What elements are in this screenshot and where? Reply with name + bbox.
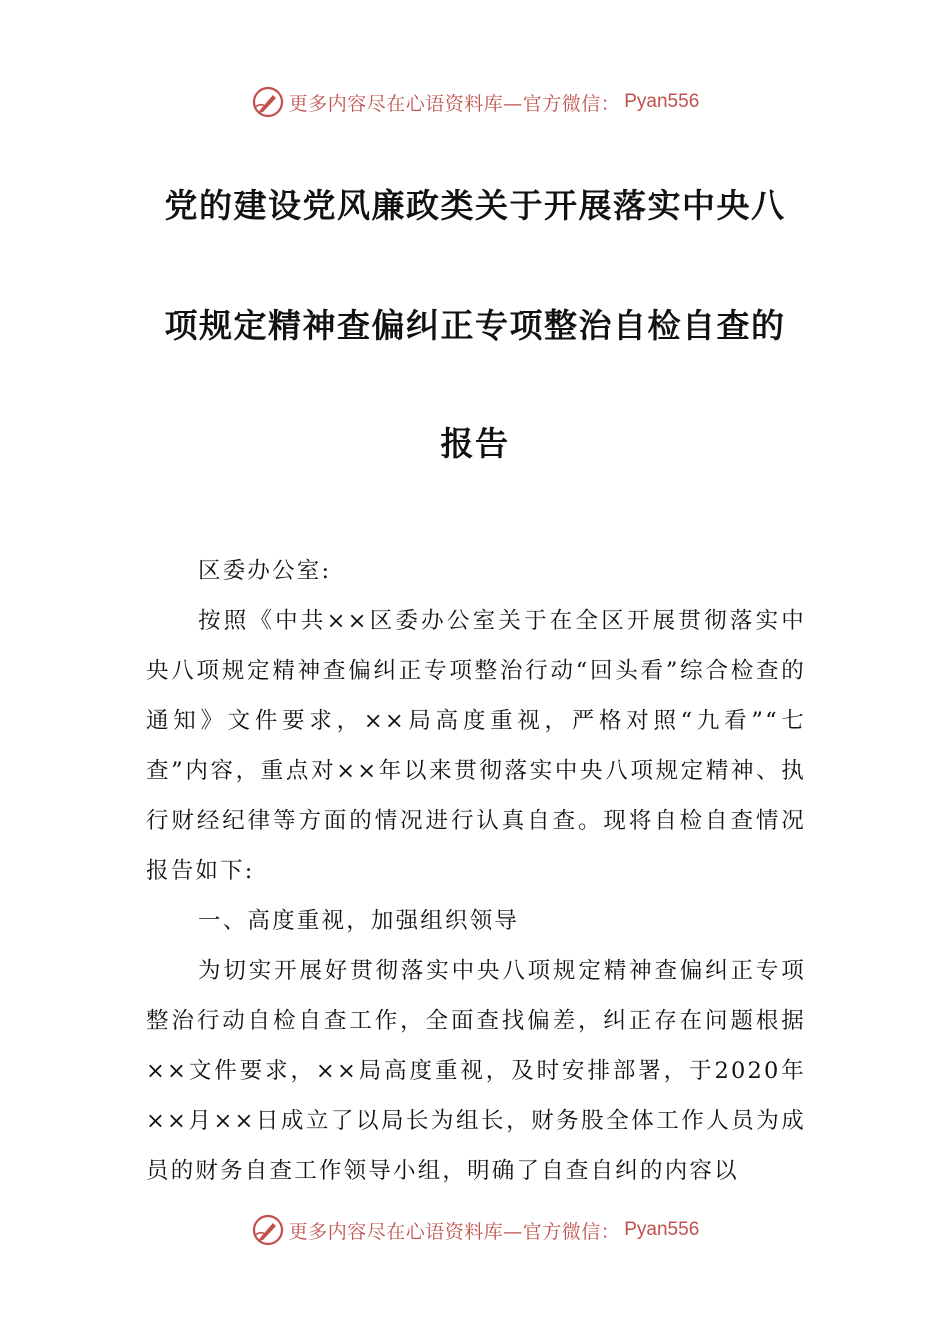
banner-text: 更多内容尽在心语资料库—官方微信： (288, 1220, 621, 1243)
intro-paragraph: 按照《中共××区委办公室关于在全区开展贯彻落实中央八项规定精神查偏纠正专项整治行动“回头看”综合检查的通知》文件要求，××局高度重视，严格对照“九看”“七查”内容，重点对××年以来贯彻落实中央八项规定精神、执行财经纪律等方面的情况进行认真自查。现将自检自查情况报告如下: (146, 608, 806, 884)
banner-text: 更多内容尽在心语资料库—官方微信： (288, 92, 621, 115)
document-body (146, 546, 806, 1196)
header-banner (0, 82, 950, 122)
banner-wechat-id: Pyan556 (624, 91, 700, 112)
document-title-line-2: 项规定精神查偏纠正专项整治自检自查的 (164, 306, 786, 345)
salutation: 区委办公室: (198, 558, 332, 584)
section-1-heading: 一、高度重视，加强组织领导 (198, 908, 520, 934)
pen-circle-logo-icon (251, 1213, 285, 1247)
document-title-line-3: 报告 (440, 424, 510, 463)
section-1-paragraph: 为切实开展好贯彻落实中央八项规定精神查偏纠正专项整治行动自检自查工作，全面查找偏差，纠正存在问题根据××文件要求，××局高度重视，及时安排部署，于2020年××月××日成立了以局长为组长，财务股全体工作人员为成员的财务自查工作领导小组，明确了自查自纠的内容以 (146, 958, 806, 1184)
footer-banner (0, 1210, 950, 1250)
banner-wechat-id: Pyan556 (624, 1219, 700, 1240)
pen-circle-logo-icon (251, 85, 285, 119)
document-title-line-1: 党的建设党风廉政类关于开展落实中央八 (164, 186, 786, 225)
